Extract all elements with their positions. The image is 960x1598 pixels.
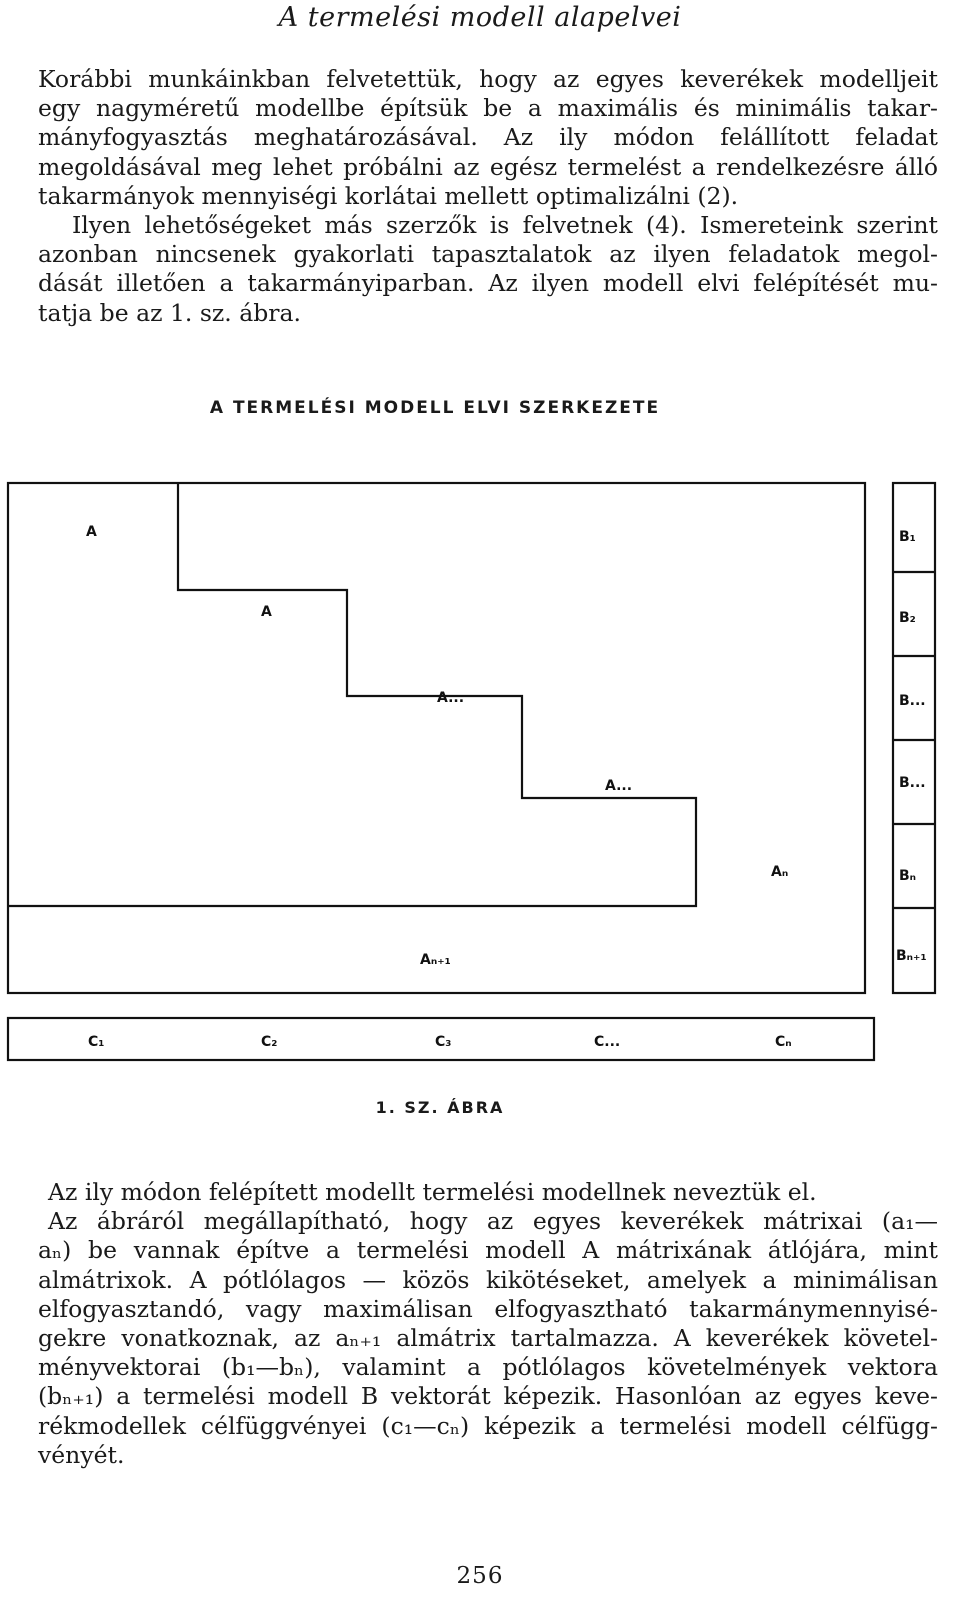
c-vector-label: C...: [594, 1034, 621, 1050]
text-line: dását illetően a takarmányiparban. Az ilyen modell elvi felépítését mu-: [38, 269, 938, 298]
text-line: gekre vonatkoznak, az aₙ₊₁ almátrix tartalmazza. A keverékek követel-: [38, 1324, 938, 1353]
text-line: mányfogyasztás meghatározásával. Az ily módon felállított feladat: [38, 123, 938, 152]
b-vector-label: B...: [899, 775, 926, 791]
b-vector-label: B...: [899, 693, 926, 709]
text-line: tatja be az 1. sz. ábra.: [38, 298, 301, 327]
text-line: Az ily módon felépített modellt termelési modellnek neveztük el.: [48, 1178, 817, 1206]
a-matrix-frame: [8, 483, 865, 993]
text-line: Ilyen lehetőségeket más szerzők is felvetnek (4). Ismereteink szerint: [72, 211, 938, 240]
text-line: takarmányok mennyiségi korlátai mellett optimalizálni (2).: [38, 181, 739, 210]
c-vector-label: C₁: [88, 1034, 105, 1050]
b-vector-label: B₂: [899, 610, 916, 626]
model-structure-diagram: [0, 470, 960, 1070]
paragraph-intro: [38, 65, 938, 328]
text-line: ményvektorai (b₁—bₙ), valamint a pótlólagos követelmények vektora: [38, 1353, 938, 1382]
c-vector-label: C₂: [261, 1034, 278, 1050]
text-line: elfogyasztandó, vagy maximálisan elfogyasztható takarmánymennyisé-: [38, 1294, 938, 1323]
b-vector-label: Bₙ: [899, 868, 917, 884]
c-vector-label: Cₙ: [775, 1034, 792, 1050]
figure-title: A TERMELÉSI MODELL ELVI SZERKEZETE: [209, 398, 661, 418]
a-block-label: A: [86, 524, 97, 540]
a-block-label: Aₙ: [771, 864, 789, 880]
diagonal-staircase: [8, 483, 696, 906]
figure-caption: 1. SZ. ÁBRA: [375, 1098, 505, 1117]
text-line: azonban nincsenek gyakorlati tapasztalatok az ilyen feladatok megol-: [38, 240, 938, 269]
text-line: megoldásával meg lehet próbálni az egész termelést a rendelkezésre álló: [38, 152, 938, 181]
text-line: aₙ) be vannak építve a termelési modell A mátrixának átlójára, mint: [38, 1236, 938, 1265]
paragraph-explanation: [38, 1178, 938, 1470]
c-vector-label: C₃: [435, 1034, 452, 1050]
text-line: almátrixok. A pótlólagos — közös kikötéseket, amelyek a minimálisan: [38, 1265, 938, 1294]
text-line: rékmodellek célfüggvényei (c₁—cₙ) képezik a termelési modell célfügg-: [38, 1411, 938, 1440]
a-block-label: A...: [437, 690, 465, 706]
text-line: Az ábráról megállapítható, hogy az egyes keverékek mátrixai (a₁—: [48, 1207, 938, 1236]
page-number: 256: [456, 1563, 504, 1589]
running-header: A termelési modell alapelvei: [278, 2, 682, 33]
a-block-label: A: [261, 604, 272, 620]
b-vector-label: Bₙ₊₁: [896, 948, 927, 964]
text-line: egy nagyméretű modellbe építsük be a maximális és minimális takar-: [38, 94, 938, 123]
text-line: vényét.: [38, 1440, 125, 1469]
text-line: (bₙ₊₁) a termelési modell B vektorát képezik. Hasonlóan az egyes keve-: [38, 1382, 938, 1411]
a-block-label: Aₙ₊₁: [420, 952, 451, 968]
b-vector-label: B₁: [899, 529, 916, 545]
a-block-label: A...: [605, 778, 633, 794]
text-line: Korábbi munkáinkban felvetettük, hogy az egyes keverékek modelljeit: [38, 65, 938, 93]
b-vector-frame: [893, 483, 935, 993]
